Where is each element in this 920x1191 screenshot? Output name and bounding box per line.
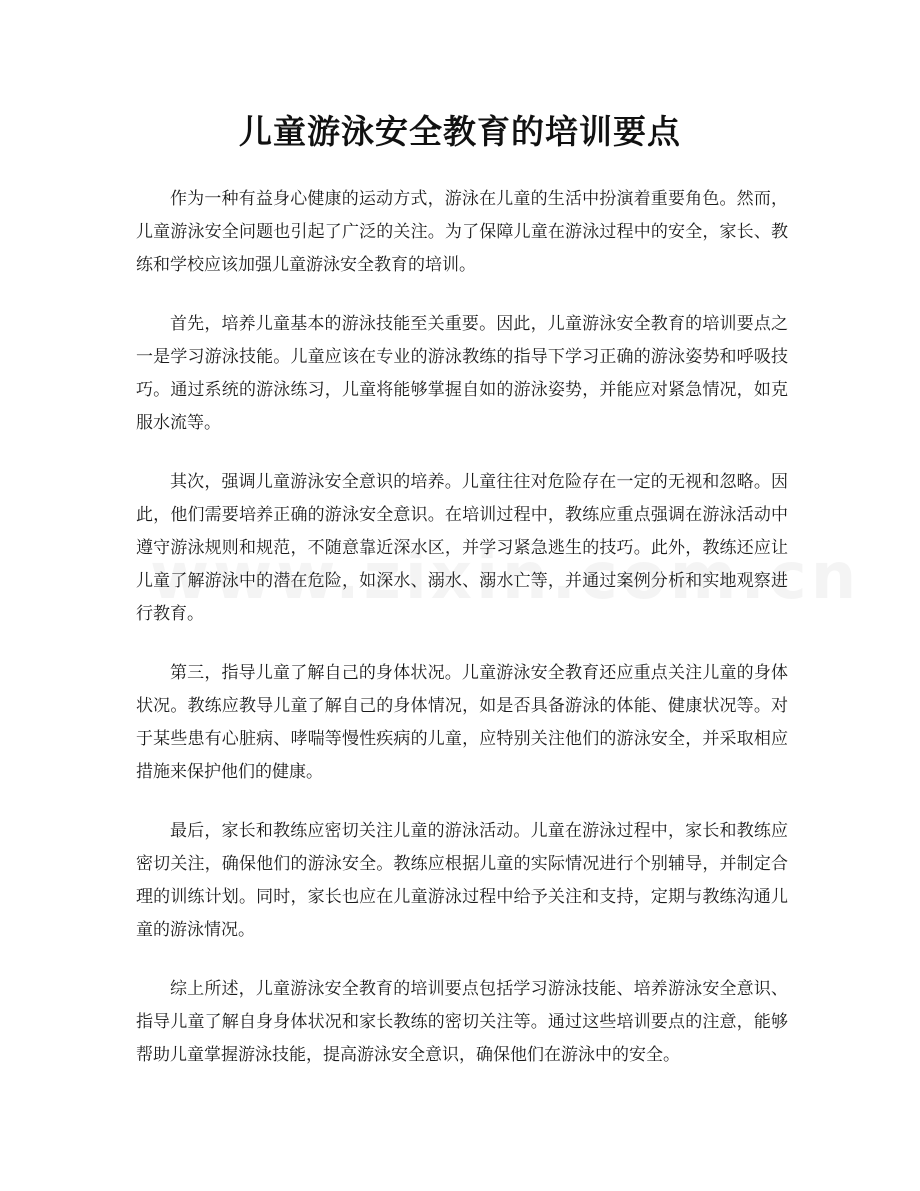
paragraph-intro: 作为一种有益身心健康的运动方式，游泳在儿童的生活中扮演着重要角色。然而，儿童游泳安全问题也引起了广泛的关注。为了保障儿童在游泳过程中的安全，家长、教练和学校应该加强儿童游泳安全教育的培训。 — [136, 189, 788, 275]
document-body — [136, 183, 788, 1098]
paragraph-conclusion: 综上所述，儿童游泳安全教育的培训要点包括学习游泳技能、培养游泳安全意识、指导儿童了解自身身体状况和家长教练的密切关注等。通过这些培训要点的注意，能够帮助儿童掌握游泳技能，提高游泳安全意识，确保他们在游泳中的安全。 — [136, 979, 788, 1065]
paragraph-body-condition: 第三，指导儿童了解自己的身体状况。儿童游泳安全教育还应重点关注儿童的身体状况。教练应教导儿童了解自己的身体情况，如是否具备游泳的体能、健康状况等。对于某些患有心脏病、哮喘等慢性疾病的儿童，应特别关注他们的游泳安全，并采取相应措施来保护他们的健康。 — [136, 663, 788, 782]
paragraph-safety-awareness: 其次，强调儿童游泳安全意识的培养。儿童往往对危险存在一定的无视和忽略。因此，他们需要培养正确的游泳安全意识。在培训过程中，教练应重点强调在游泳活动中遵守游泳规则和规范，不随意靠近深水区，并学习紧急逃生的技巧。此外，教练还应让儿童了解游泳中的潜在危险，如深水、溺水、溺水亡等，并通过案例分析和实地观察进行教育。 — [136, 472, 788, 624]
paragraph-supervision: 最后，家长和教练应密切关注儿童的游泳活动。儿童在游泳过程中，家长和教练应密切关注，确保他们的游泳安全。教练应根据儿童的实际情况进行个别辅导，并制定合理的训练计划。同时，家长也应在儿童游泳过程中给予关注和支持，定期与教练沟通儿童的游泳情况。 — [136, 821, 788, 940]
paragraph-swimming-skills: 首先，培养儿童基本的游泳技能至关重要。因此，儿童游泳安全教育的培训要点之一是学习游泳技能。儿童应该在专业的游泳教练的指导下学习正确的游泳姿势和呼吸技巧。通过系统的游泳练习，儿童将能够掌握自如的游泳姿势，并能应对紧急情况，如克服水流等。 — [136, 314, 788, 433]
document-title: 儿童游泳安全教育的培训要点 — [239, 112, 681, 151]
